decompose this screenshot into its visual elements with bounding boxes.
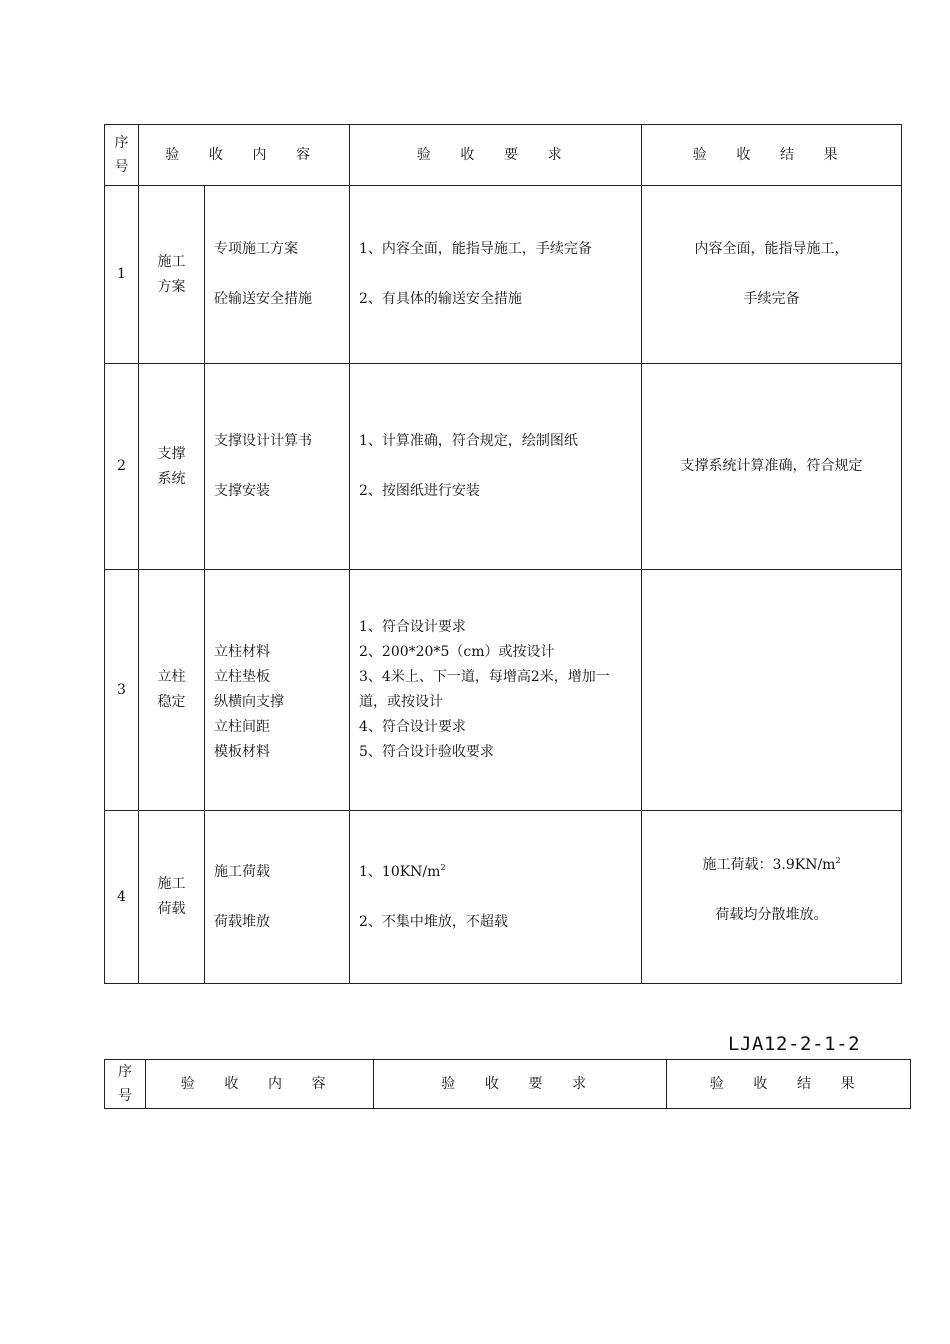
row-seq: 4 — [105, 811, 139, 984]
row-requirement: 1、符合设计要求 — [359, 619, 466, 635]
table-header-row — [105, 125, 902, 186]
table-row — [105, 364, 902, 570]
row-item: 支撑安装 — [214, 483, 270, 499]
inspection-table — [104, 124, 902, 984]
header-seq-text: 序号 — [114, 135, 129, 175]
row-item: 支撑设计计算书 — [214, 433, 312, 449]
superscript-exponent: 2 — [440, 862, 446, 872]
row-result-line: 荷载均分散堆放。 — [715, 906, 828, 923]
row-result — [642, 186, 902, 364]
row-category — [139, 186, 205, 364]
row-requirement: 1、计算准确，符合规定，绘制图纸 — [359, 433, 578, 449]
row-requirement: 2、不集中堆放，不超载 — [359, 913, 508, 930]
row-requirements — [350, 811, 642, 984]
form-code: LJA12-2-1-2 — [728, 1033, 861, 1055]
row-items — [205, 364, 350, 570]
row-category — [139, 811, 205, 984]
row-category — [139, 570, 205, 811]
row-item: 立柱材料 — [214, 644, 270, 660]
row-result — [642, 364, 902, 570]
row-requirement — [359, 860, 635, 885]
header-seq — [105, 1060, 146, 1109]
row-result — [642, 570, 902, 811]
row-result-line: 支撑系统计算准确，符合规定 — [680, 458, 863, 474]
row-requirements — [350, 364, 642, 570]
row-requirement: 3、4米上、下一道，每增高2米，增加一道，或按设计 — [359, 669, 610, 710]
row-item: 模板材料 — [214, 744, 270, 760]
row-requirement: 4、符合设计要求 — [359, 719, 466, 735]
superscript-exponent: 2 — [835, 855, 841, 865]
row-items — [205, 811, 350, 984]
row-item: 立柱垫板 — [214, 669, 270, 685]
table-row — [105, 186, 902, 364]
row-item: 立柱间距 — [214, 719, 270, 735]
row-item: 纵横向支撑 — [214, 694, 284, 710]
row-seq: 2 — [105, 364, 139, 570]
table-row — [105, 570, 902, 811]
header-requirement: 验 收 要 求 — [350, 125, 642, 186]
header-result: 验 收 结 果 — [642, 125, 902, 186]
table-header-row — [105, 1060, 911, 1109]
row-item: 专项施工方案 — [214, 241, 298, 257]
table-row — [105, 811, 902, 984]
row-seq: 3 — [105, 570, 139, 811]
row-requirements — [350, 186, 642, 364]
row-result — [642, 811, 902, 984]
row-seq: 1 — [105, 186, 139, 364]
row-requirements — [350, 570, 642, 811]
row-requirement: 2、200*20*5（cm）或按设计 — [359, 644, 555, 660]
row-category-text: 施工方案 — [157, 253, 186, 295]
row-result-text: 施工荷载：3.9KN/m — [702, 856, 836, 873]
row-items — [205, 570, 350, 811]
header-content: 验 收 内 容 — [146, 1060, 374, 1109]
row-result-line: 手续完备 — [743, 291, 800, 307]
header-requirement: 验 收 要 求 — [374, 1060, 667, 1109]
row-item: 荷载堆放 — [214, 913, 270, 930]
row-category — [139, 364, 205, 570]
row-requirement: 1、内容全面，能指导施工，手续完备 — [359, 241, 592, 257]
header-result: 验 收 结 果 — [667, 1060, 911, 1109]
header-seq — [105, 125, 139, 186]
header-content: 验 收 内 容 — [139, 125, 350, 186]
row-requirement: 2、按图纸进行安装 — [359, 483, 480, 499]
row-category-text: 施工荷载 — [157, 876, 186, 917]
row-items — [205, 186, 350, 364]
row-requirement-text: 1、10KN/m — [359, 863, 441, 880]
header-seq-text: 序号 — [118, 1064, 132, 1104]
row-result-line: 内容全面，能指导施工， — [694, 241, 849, 257]
inspection-table-continued — [104, 1059, 911, 1109]
row-item: 砼输送安全措施 — [214, 291, 312, 307]
row-requirement: 2、有具体的输送安全措施 — [359, 291, 522, 307]
row-requirement: 5、符合设计验收要求 — [359, 744, 494, 760]
row-result-line — [642, 853, 901, 878]
row-item: 施工荷载 — [214, 863, 270, 880]
row-category-text: 立柱稳定 — [157, 669, 186, 710]
row-category-text: 支撑系统 — [157, 445, 186, 487]
